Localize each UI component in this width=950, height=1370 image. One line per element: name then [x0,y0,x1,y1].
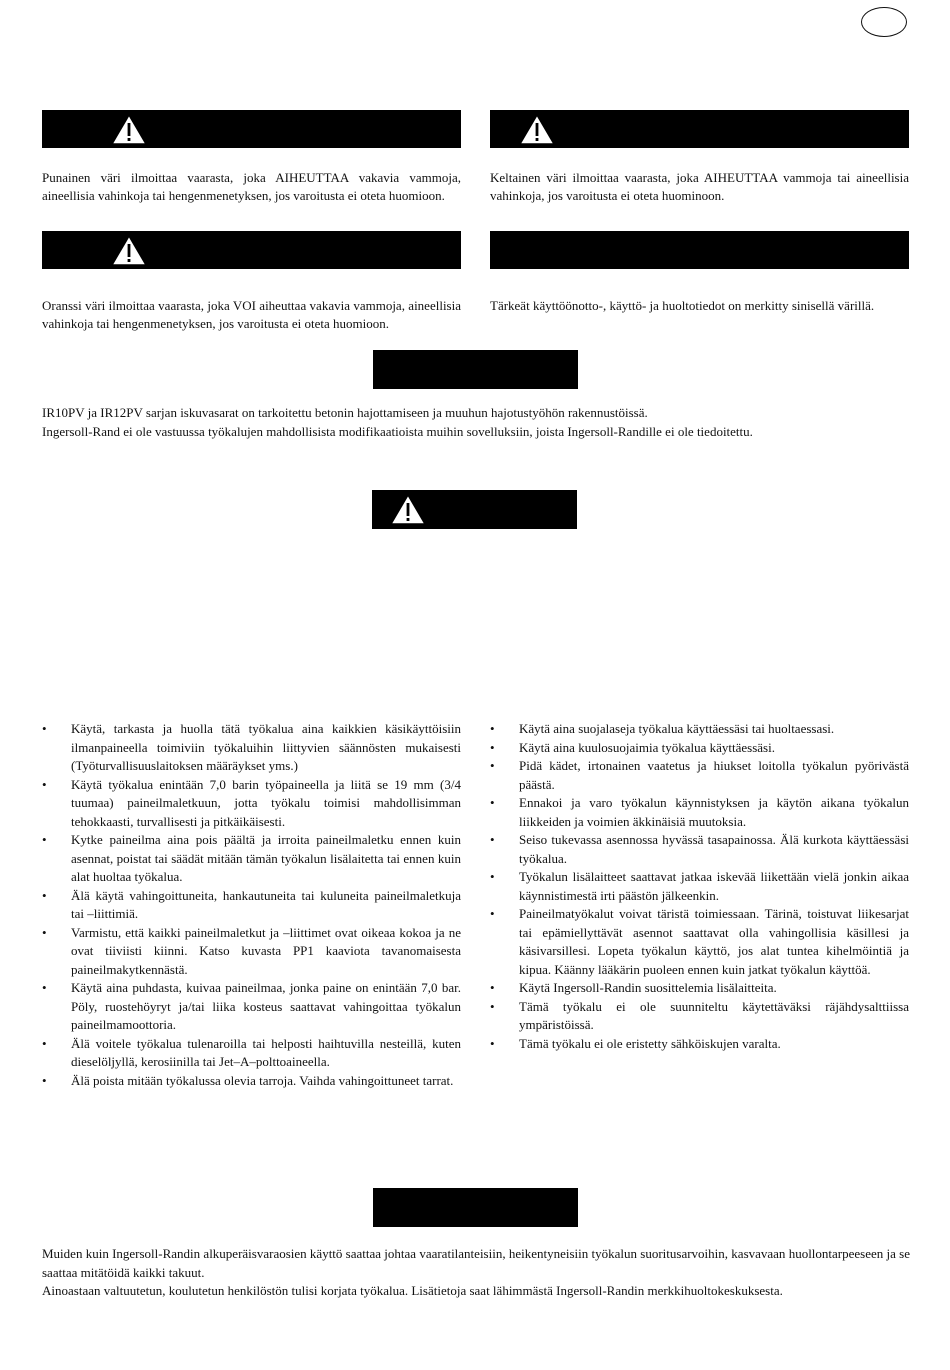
safety-list-item: • Työkalun lisälaitteet saattavat jatkaa iskevää liikettään vielä jonkin aikaa käynnistimestä irti päästön jälkeenkin. [490,868,909,905]
safety-list-item: • Älä poista mitään työkalussa olevia tarroja. Vaihda vahingoittuneet tarrat. [42,1072,461,1091]
safety-list-item: • Ennakoi ja varo työkalun käynnistyksen ja käytön aikana työkalun liikkeiden ja voimien äkkinäisiä muutoksia. [490,794,909,831]
safety-list-item: • Käytä Ingersoll-Randin suosittelemia lisälaitteita. [490,979,909,998]
warning-triangle-icon [518,113,556,146]
danger-header-bar [42,110,461,148]
safety-list-item: • Käytä työkalua enintään 7,0 barin työpaineella ja liitä se 19 mm (3/4 tuumaa) paineilmaletkuun, jotta työkalu toimisi mahdollisimman tehokkaasti, turvallisesti ja pitkäikäisesti. [42,776,461,832]
safety-list-item: • Käytä aina suojalaseja työkalua käyttäessäsi tai huoltaessasi. [490,720,909,739]
safety-list-item: • Käytä aina puhdasta, kuivaa paineilmaa, jonka paine on enintään 7,0 bar. Pöly, ruostehöyryt ja/tai liika kosteus saattavat vahingoittaa työkalun paineilmamoottoria. [42,979,461,1035]
safety-list-left [42,720,461,1090]
safety-list-item: • Kytke paineilma aina pois päältä ja irroita paineilmaletku ennen kuin asennat, poistat tai säädät mitään tämän työkalun lisälaitetta tai ennen kuin alat huoltaa työkalua. [42,831,461,887]
caution-description: Keltainen väri ilmoittaa vaarasta, joka AIHEUTTAA vammoja tai aineellisia vahinkoja, jos varoitusta ei oteta huominoon. [490,170,909,203]
parts-line-2: Ainoastaan valtuutetun, koulutetun henkilöstön tulisi korjata työkalua. Lisätietoja saat lähimmästä Ingersoll-Randin merkkihuoltokeskuksesta. [42,1283,783,1298]
danger-description: Punainen väri ilmoittaa vaarasta, joka AIHEUTTAA vakavia vammoja, aineellisia vahinkoja tai hengenmenetyksen, jos varoitusta ei oteta huomioon. [42,170,461,203]
warning-triangle-icon [389,493,427,526]
warning-triangle-icon [110,113,148,146]
safety-list-item: • Seiso tukevassa asennossa hyvässä tasapainossa. Älä kurkota käyttäessäsi työkalua. [490,831,909,868]
safety-list-right [490,720,909,1053]
safety-list-item: • Käytä, tarkasta ja huolla tätä työkalua aina kaikkien käsikäyttöisiin ilmanpaineella toimiviin työkaluihin liittyvien säännösten mukaisesti (Työturvallisuuslaitoksen määräykset yms.) [42,720,461,776]
safety-list-item: • Käytä aina kuulosuojaimia työkalua käyttäessäsi. [490,739,909,758]
safety-list-item: • Tämä työkalu ei ole suunniteltu käytettäväksi räjähdysalttiissa ympäristöissä. [490,998,909,1035]
safety-list-item: • Älä voitele työkalua tulenaroilla tai helposti haihtuvilla nesteillä, kuten dieselöljyllä, kerosiinilla tai Jet–A–polttoaineella. [42,1035,461,1072]
parts-header-bar [373,1188,578,1227]
safety-list-item: • Älä käytä vahingoittuneita, hankautuneita tai kuluneita paineilmaletkuja tai –liittimiä. [42,887,461,924]
safety-list-item: • Paineilmatyökalut voivat täristä toimiessaan. Tärinä, toistuvat liikesarjat tai epämiellyttävät asennot saattavat olla vahingollisia käsillesi ja käsivarsillesi. Lopeta työkalun käyttö, jos alat tuntea kihelmöintiä ja kipua. Käänny lääkärin puoleen ennen kuin jatkat työkalun käyttöä. [490,905,909,979]
parts-line-1: Muiden kuin Ingersoll-Randin alkuperäisvaraosien käyttö saattaa johtaa vaaratilanteisiin, heikentyneisiin työkalun suoritusarvoihin, kasvavaan huollontarpeeseen ja se saattaa mitätöidä kaikki takuut. [42,1246,910,1280]
safety-list-item: • Varmistu, että kaikki paineilmaletkut ja –liittimet ovat oikeaa kokoa ja ne ovat tiiviisti kiinni. Katso kuvasta PP1 kaaviota tavanomaisesta paineilmakytkennästä. [42,924,461,980]
intended-use-line-2: Ingersoll-Rand ei ole vastuussa työkalujen mahdollisista modifikaatioista muihin sovelluksiin, joista Ingersoll-Randille ei ole tiedoitettu. [42,424,753,439]
warning-triangle-icon [110,234,148,267]
notice-description: Tärkeät käyttöönotto-, käyttö- ja huoltotiedot on merkitty sinisellä värillä. [490,298,875,313]
intended-use-header-bar [373,350,578,389]
language-badge [861,7,907,37]
safety-list-item: • Tämä työkalu ei ole eristetty sähköiskujen varalta. [490,1035,909,1054]
warning-description: Oranssi väri ilmoittaa vaarasta, joka VOI aiheuttaa vakavia vammoja, aineellisia vahinkoja tai hengenmenetyksen, jos varoitusta ei oteta huomioon. [42,298,461,331]
warning-header-bar [42,231,461,269]
notice-header-bar [490,231,909,269]
intended-use-line-1: IR10PV ja IR12PV sarjan iskuvasarat on tarkoitettu betonin hajottamiseen ja muuhun hajotustyöhön rakennustöissä. [42,405,648,420]
safety-list-item: • Pidä kädet, irtonainen vaatetus ja hiukset loitolla työkalun pyörivästä päästä. [490,757,909,794]
